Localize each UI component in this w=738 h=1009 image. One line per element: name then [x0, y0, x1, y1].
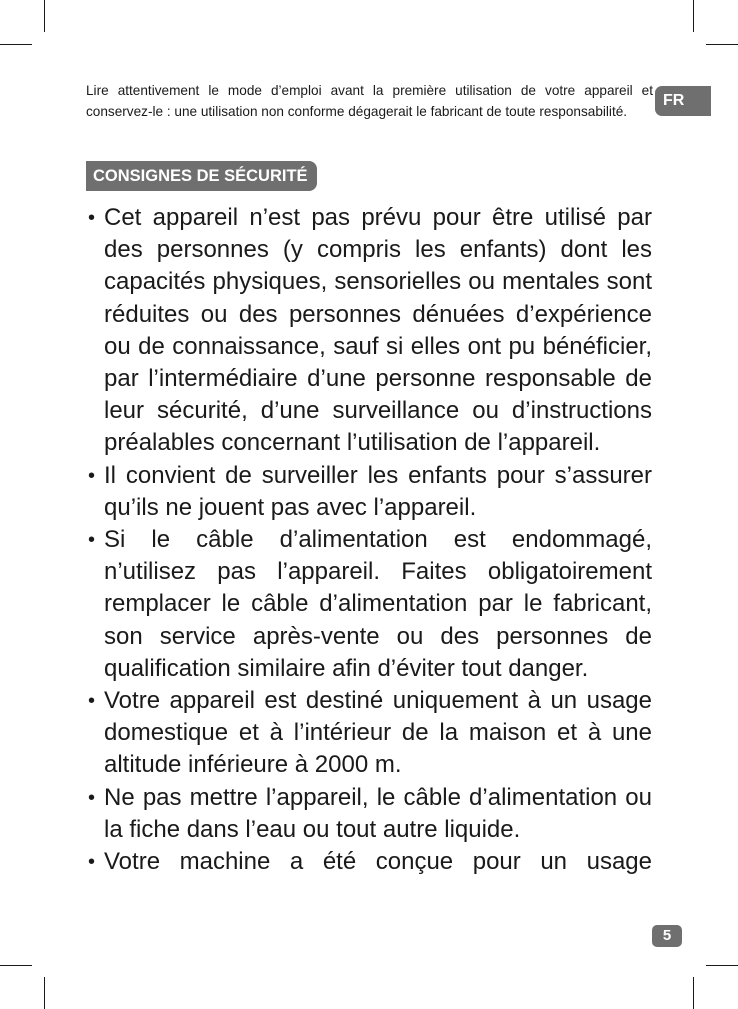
bullet-icon: •: [88, 690, 96, 713]
crop-mark: [44, 0, 45, 32]
list-item: [86, 524, 652, 685]
crop-mark: [44, 977, 45, 1009]
crop-mark: [0, 965, 32, 966]
page-number: 5: [652, 925, 682, 947]
bullet-icon: •: [88, 529, 96, 552]
list-item: [86, 846, 652, 878]
crop-mark: [706, 965, 738, 966]
crop-mark: [693, 977, 694, 1009]
list-item-text: Cet appareil n’est pas prévu pour être utilisé par des personnes (y compris les enfants) dont les capacités physiques, sensorielles ou mentales sont réduites ou des personnes dénuées d’expérience ou de connaissance, sauf si elles ont pu bénéficier, par l’intermédiaire d’une personne responsable de leur sécurité, d’une surveillance ou d’instructions préalables concernant l’utilisation de l’appareil.: [104, 204, 652, 457]
crop-mark: [693, 0, 694, 32]
bullet-icon: •: [88, 207, 96, 229]
list-item: [86, 782, 652, 846]
language-tab: FR: [655, 86, 711, 116]
section-title: CONSIGNES DE SÉCURITÉ: [86, 161, 317, 191]
list-item-text: Votre appareil est destiné uniquement à un usage domestique et à l’intérieur de la maison et à une altitude inférieure à 2000 m.: [104, 687, 652, 779]
crop-mark: [706, 44, 738, 45]
list-item-text: Si le câble d’alimentation est endommagé, n’utilisez pas l’appareil. Faites obligatoirement remplacer le câble d’alimentation par le fabricant, son service après-vente ou des personnes de qualification similaire afin d’éviter tout danger.: [104, 526, 652, 682]
intro-paragraph: Lire attentivement le mode d’emploi avant la première utilisation de votre appareil et conservez-le : une utilisation non conforme dégagerait le fabricant de toute responsabilité.: [86, 83, 653, 119]
list-item: [86, 460, 652, 524]
safety-instructions-list: [86, 202, 652, 878]
list-item: [86, 202, 652, 460]
list-item: [86, 685, 652, 782]
bullet-icon: •: [88, 464, 96, 487]
list-item-text: Votre machine a été conçue pour un usage: [104, 848, 652, 876]
list-item-text: Il convient de surveiller les enfants pour s’assurer qu’ils ne jouent pas avec l’appareil.: [104, 461, 652, 521]
list-item-text: Ne pas mettre l’appareil, le câble d’alimentation ou la fiche dans l’eau ou tout autre liquide.: [104, 783, 652, 843]
bullet-icon: •: [88, 851, 96, 874]
crop-mark: [0, 44, 32, 45]
bullet-icon: •: [88, 786, 96, 809]
